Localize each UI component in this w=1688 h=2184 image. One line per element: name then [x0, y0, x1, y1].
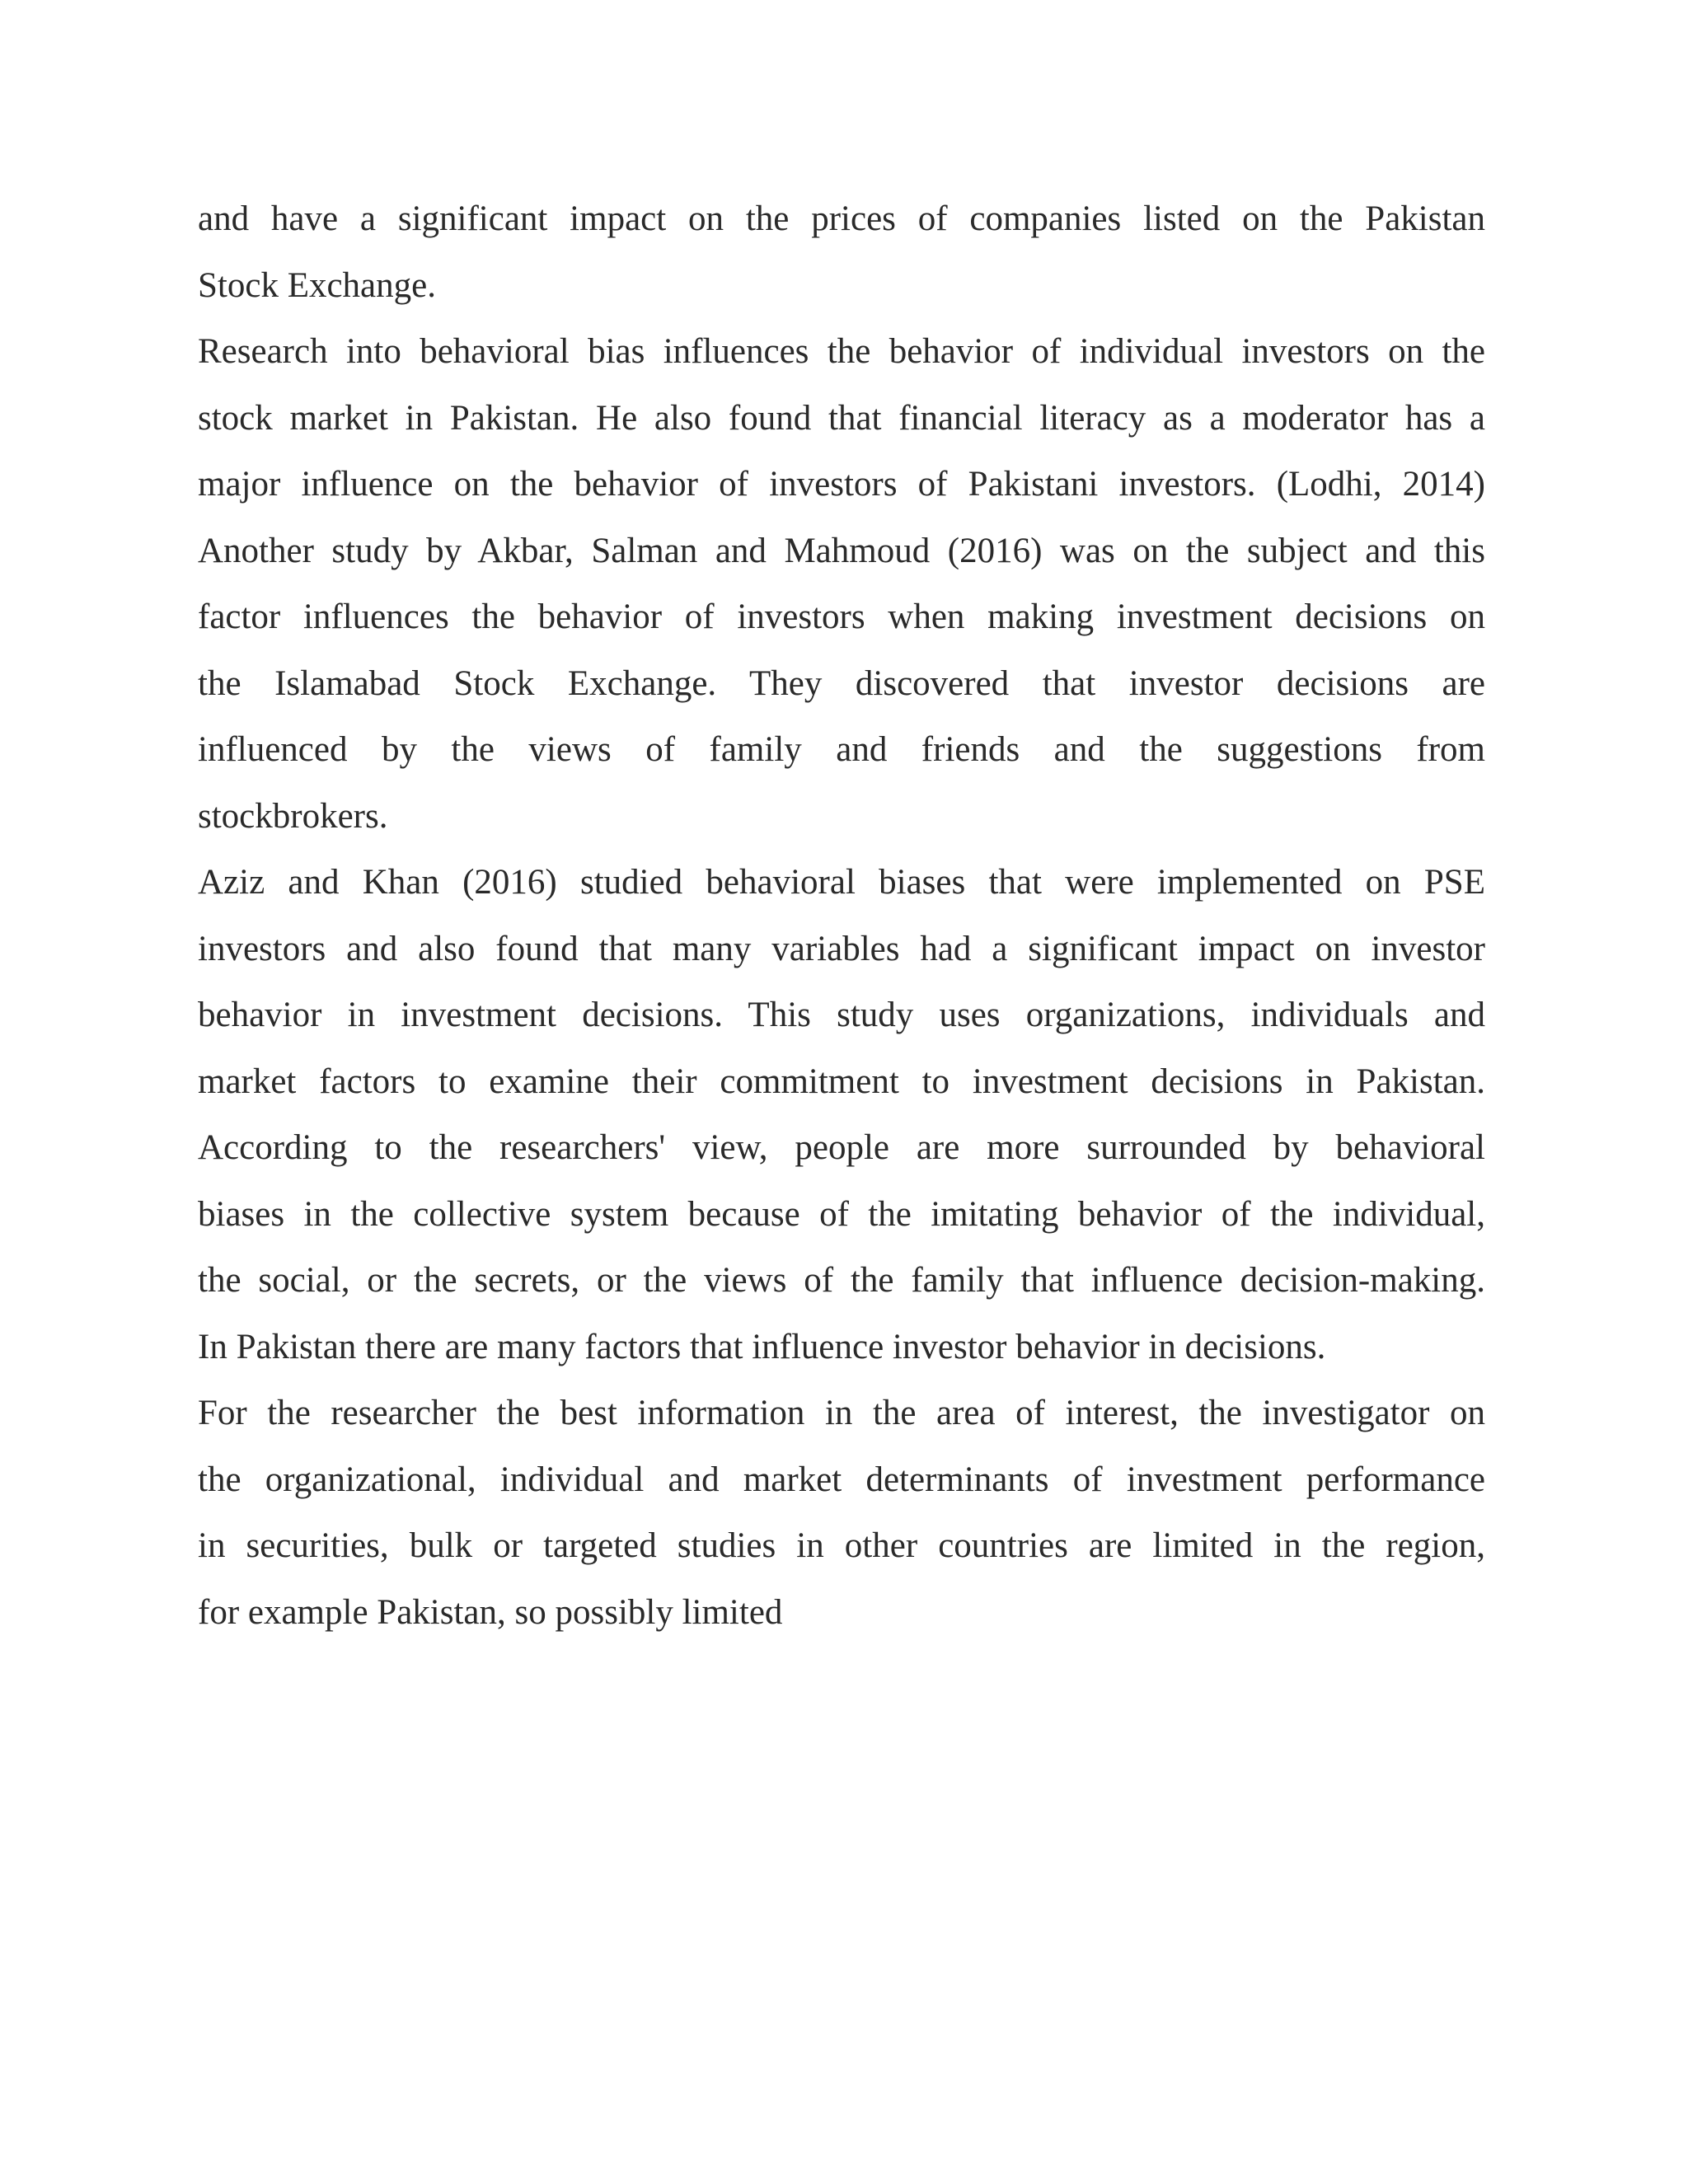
- text-line: stockbrokers.: [198, 796, 388, 836]
- text-line: market factors to examine their commitment to investment decisions in Pakistan.: [198, 1062, 1485, 1101]
- text-line: in securities, bulk or targeted studies in other countries are limited in the region,: [198, 1526, 1485, 1565]
- body-text: [198, 186, 1485, 1646]
- text-line: influenced by the views of family and friends and the suggestions from: [198, 730, 1485, 769]
- text-line: factor influences the behavior of investors when making investment decisions on: [198, 598, 1485, 636]
- text-line: the Islamabad Stock Exchange. They discovered that investor decisions are: [198, 663, 1485, 703]
- text-line: Stock Exchange.: [198, 265, 436, 305]
- text-line: the social, or the secrets, or the views of the family that influence decision-making.: [198, 1261, 1485, 1300]
- text-line: the organizational, individual and market determinants of investment performance: [198, 1460, 1485, 1499]
- text-line: Another study by Akbar, Salman and Mahmoud (2016) was on the subject and this: [198, 531, 1485, 570]
- text-line: behavior in investment decisions. This study uses organizations, individuals and: [198, 996, 1485, 1034]
- text-line: for example Pakistan, so possibly limited: [198, 1592, 783, 1632]
- text-line: major influence on the behavior of investors of Pakistani investors. (Lodhi, 2014): [198, 465, 1485, 504]
- text-line: biases in the collective system because of the imitating behavior of the individual,: [198, 1194, 1485, 1234]
- text-line: According to the researchers' view, people are more surrounded by behavioral: [198, 1128, 1485, 1167]
- text-line: investors and also found that many variables had a significant impact on investor: [198, 929, 1485, 968]
- text-line: For the researcher the best information in the area of interest, the investigator on: [198, 1394, 1485, 1432]
- text-line: and have a significant impact on the prices of companies listed on the Pakistan: [198, 199, 1485, 238]
- text-line: Aziz and Khan (2016) studied behavioral biases that were implemented on PSE: [198, 863, 1485, 902]
- text-line: In Pakistan there are many factors that influence investor behavior in decisions.: [198, 1327, 1326, 1366]
- text-line: Research into behavioral bias influences the behavior of individual investors on the: [198, 332, 1485, 371]
- text-line: stock market in Pakistan. He also found that financial literacy as a moderator has a: [198, 398, 1485, 438]
